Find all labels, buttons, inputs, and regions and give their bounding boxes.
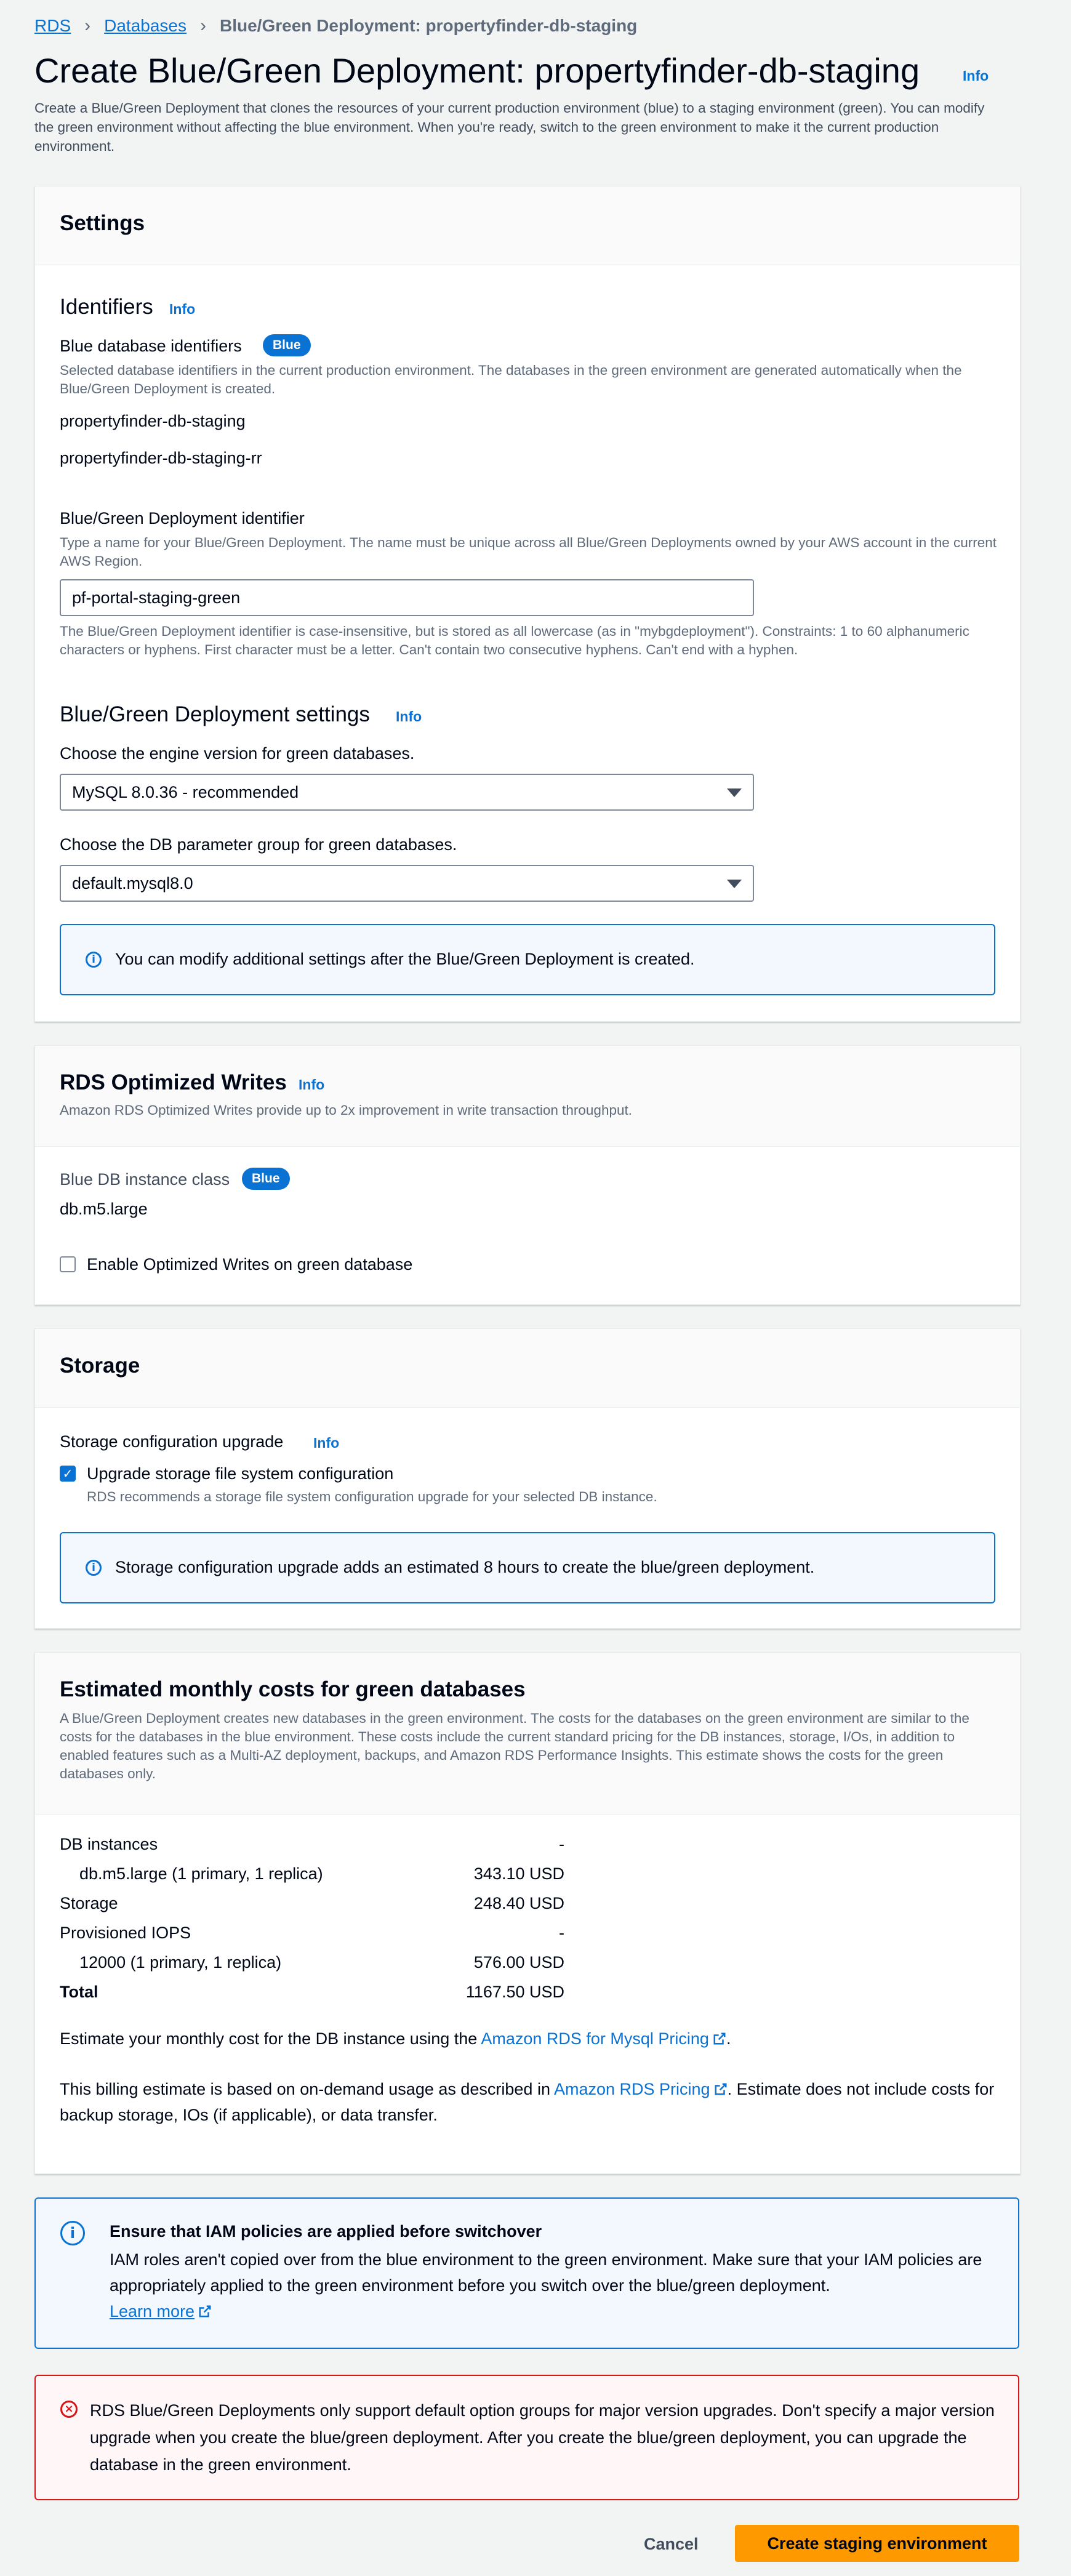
info-icon: i xyxy=(60,2221,85,2245)
param-group-value: default.mysql8.0 xyxy=(72,874,193,893)
iam-alert-body: IAM roles aren't copied over from the blue environment to the green environment. Make sure that your IAM policies are appropriately applied to the green environment before you switch over the blue/green deployment. xyxy=(110,2250,982,2295)
cost-row xyxy=(60,1953,564,1983)
estimate-sentence xyxy=(60,2029,731,2048)
storage-upgrade-checkbox-label[interactable]: Upgrade storage file system configuration xyxy=(87,1464,394,1483)
error-icon: × xyxy=(60,2401,78,2418)
title-info-link[interactable]: Info xyxy=(963,68,989,84)
billing-sentence xyxy=(60,2076,995,2128)
estimated-costs-description: A Blue/Green Deployment creates new databases in the green environment. The costs for the databases on the green environment are similar to the costs for the databases in the blue environment. These costs include the current standard pricing for the DB instances, storage, I/Os, in addition to enabled features such as a Multi-AZ deployment, backups, and Amazon RDS Performance Insights. This estimate shows the costs for the green databases only. xyxy=(60,1711,969,1781)
create-staging-environment-button[interactable]: Create staging environment xyxy=(735,2525,1019,2562)
estimate-period: . xyxy=(726,2029,731,2048)
optimized-writes-checkbox-label[interactable]: Enable Optimized Writes on green database xyxy=(87,1255,413,1274)
external-link-icon xyxy=(714,2082,728,2096)
optimized-writes-checkbox[interactable] xyxy=(60,1256,76,1272)
storage-upgrade-alert xyxy=(60,1532,995,1603)
info-icon: i xyxy=(86,952,102,968)
iam-policies-alert xyxy=(34,2197,1019,2349)
breadcrumb xyxy=(34,14,637,38)
learn-more-link[interactable] xyxy=(110,2302,212,2321)
blue-identifiers-label: Blue database identifiers xyxy=(60,337,242,355)
db-identifier-item: propertyfinder-db-staging xyxy=(60,412,246,430)
info-icon: i xyxy=(86,1560,102,1576)
estimate-prefix: Estimate your monthly cost for the DB instance using the xyxy=(60,2029,478,2048)
cost-value: - xyxy=(559,1924,564,1942)
storage-upgrade-info-link[interactable]: Info xyxy=(313,1435,340,1451)
settings-title: Settings xyxy=(60,211,145,235)
param-group-label: Choose the DB parameter group for green databases. xyxy=(60,835,457,854)
iam-alert-title: Ensure that IAM policies are applied before switchover xyxy=(110,2222,542,2241)
blue-badge: Blue xyxy=(242,1168,290,1190)
storage-upgrade-label: Storage configuration upgrade xyxy=(60,1432,284,1451)
breadcrumb-databases[interactable]: Databases xyxy=(104,16,187,35)
cost-value: 343.10 USD xyxy=(473,1864,564,1883)
cost-row xyxy=(60,1894,564,1924)
engine-version-label: Choose the engine version for green databases. xyxy=(60,744,415,763)
optimized-writes-panel xyxy=(34,1045,1021,1305)
cost-value: 248.40 USD xyxy=(473,1894,564,1912)
param-group-select[interactable] xyxy=(60,865,754,902)
cost-value: 576.00 USD xyxy=(473,1953,564,1972)
db-identifier-item: propertyfinder-db-staging-rr xyxy=(60,449,262,467)
storage-upgrade-help: RDS recommends a storage file system configuration upgrade for your selected DB instance. xyxy=(87,1489,657,1504)
option-groups-error-alert xyxy=(34,2375,1019,2500)
error-alert-text: RDS Blue/Green Deployments only support default option groups for major version upgrades. Don't specify a major version upgrade when you create the blue/green deployment. After you create the blue/green deployment, you can upgrade the database in the green environment. xyxy=(90,2401,995,2474)
cost-label: Storage xyxy=(60,1894,118,1912)
engine-version-value: MySQL 8.0.36 - recommended xyxy=(72,783,299,801)
storage-header xyxy=(35,1329,1020,1408)
bg-identifier-label: Blue/Green Deployment identifier xyxy=(60,509,305,528)
blue-instance-class-value: db.m5.large xyxy=(60,1200,148,1218)
mysql-pricing-link-text: Amazon RDS for Mysql Pricing xyxy=(481,2029,709,2048)
estimated-costs-panel xyxy=(34,1652,1021,2174)
billing-suffix: . Estimate does not include costs for backup storage, IOs (if applicable), or data transfer. xyxy=(60,2080,995,2124)
cost-label: Provisioned IOPS xyxy=(60,1924,191,1942)
settings-panel xyxy=(34,186,1021,1022)
cost-row-total xyxy=(60,1983,564,2012)
blue-instance-class-label: Blue DB instance class xyxy=(60,1170,230,1189)
storage-title: Storage xyxy=(60,1354,140,1378)
bg-settings-info-link[interactable]: Info xyxy=(396,708,422,724)
storage-upgrade-alert-text: Storage configuration upgrade adds an estimated 8 hours to create the blue/green deployment. xyxy=(115,1558,815,1576)
optimized-writes-info-link[interactable]: Info xyxy=(299,1077,325,1093)
cost-label: Total xyxy=(60,1983,98,2001)
optimized-writes-title: RDS Optimized Writes xyxy=(60,1070,287,1094)
caret-down-icon xyxy=(727,880,742,888)
bg-identifier-constraint: The Blue/Green Deployment identifier is case-insensitive, but is stored as all lowercase (as in "mybgdeployment"). Constraints: 1 to 60 alphanumeric characters or hyphens. First character must be a letter. Can't contain two consecutive hyphens. Can't end with a hyphen. xyxy=(60,624,969,657)
cost-row xyxy=(60,1835,564,1864)
blue-badge: Blue xyxy=(263,334,311,356)
external-link-icon xyxy=(198,2305,212,2318)
estimated-costs-header xyxy=(35,1653,1020,1815)
identifiers-info-link[interactable]: Info xyxy=(169,301,196,317)
breadcrumb-rds[interactable]: RDS xyxy=(34,16,71,35)
storage-upgrade-checkbox[interactable]: ✓ xyxy=(60,1466,76,1482)
external-link-icon xyxy=(713,2032,726,2045)
rds-pricing-link[interactable] xyxy=(554,2080,728,2098)
modify-settings-alert xyxy=(60,924,995,995)
mysql-pricing-link[interactable] xyxy=(481,2029,726,2048)
cost-row xyxy=(60,1924,564,1953)
settings-panel-header xyxy=(35,187,1020,265)
cost-label: DB instances xyxy=(60,1835,158,1853)
page-title: Create Blue/Green Deployment: propertyfinder-db-staging xyxy=(34,51,920,90)
bg-identifier-help: Type a name for your Blue/Green Deployment. The name must be unique across all Blue/Green Deployments owned by your AWS account in the current AWS Region. xyxy=(60,535,997,569)
cancel-button[interactable]: Cancel xyxy=(644,2535,699,2553)
blue-identifiers-help: Selected database identifiers in the current production environment. The databases in the green environment are generated automatically when the Blue/Green Deployment is created. xyxy=(60,363,962,396)
rds-pricing-link-text: Amazon RDS Pricing xyxy=(553,2080,710,2098)
optimized-writes-description: Amazon RDS Optimized Writes provide up to 2x improvement in write transaction throughput. xyxy=(60,1102,632,1118)
page-description: Create a Blue/Green Deployment that clones the resources of your current production environment (blue) to a staging environment (green). You can modify the green environment without affecting the blue environment. When you're ready, switch to the green environment to make it the current production environment. xyxy=(34,100,985,154)
engine-version-select[interactable] xyxy=(60,774,754,811)
bg-settings-title: Blue/Green Deployment settings xyxy=(60,702,370,726)
cost-row xyxy=(60,1864,564,1894)
chevron-right-icon: › xyxy=(84,15,91,36)
modify-settings-alert-text: You can modify additional settings after the Blue/Green Deployment is created. xyxy=(115,950,695,968)
cost-value: 1167.50 USD xyxy=(465,1983,564,2001)
identifiers-title: Identifiers xyxy=(60,295,153,319)
caret-down-icon xyxy=(727,788,742,797)
optimized-writes-header xyxy=(35,1046,1020,1147)
billing-prefix: This billing estimate is based on on-demand usage as described in xyxy=(60,2080,550,2098)
breadcrumb-current: Blue/Green Deployment: propertyfinder-db-staging xyxy=(220,16,638,35)
bg-identifier-input[interactable]: pf-portal-staging-green xyxy=(60,579,754,616)
cost-label: 12000 (1 primary, 1 replica) xyxy=(79,1953,282,1972)
chevron-right-icon: › xyxy=(200,15,206,36)
estimated-costs-title: Estimated monthly costs for green databases xyxy=(60,1677,526,1701)
cost-value: - xyxy=(559,1835,564,1853)
learn-more-link-text: Learn more xyxy=(110,2302,195,2321)
cost-label: db.m5.large (1 primary, 1 replica) xyxy=(79,1864,323,1883)
storage-panel xyxy=(34,1328,1021,1629)
